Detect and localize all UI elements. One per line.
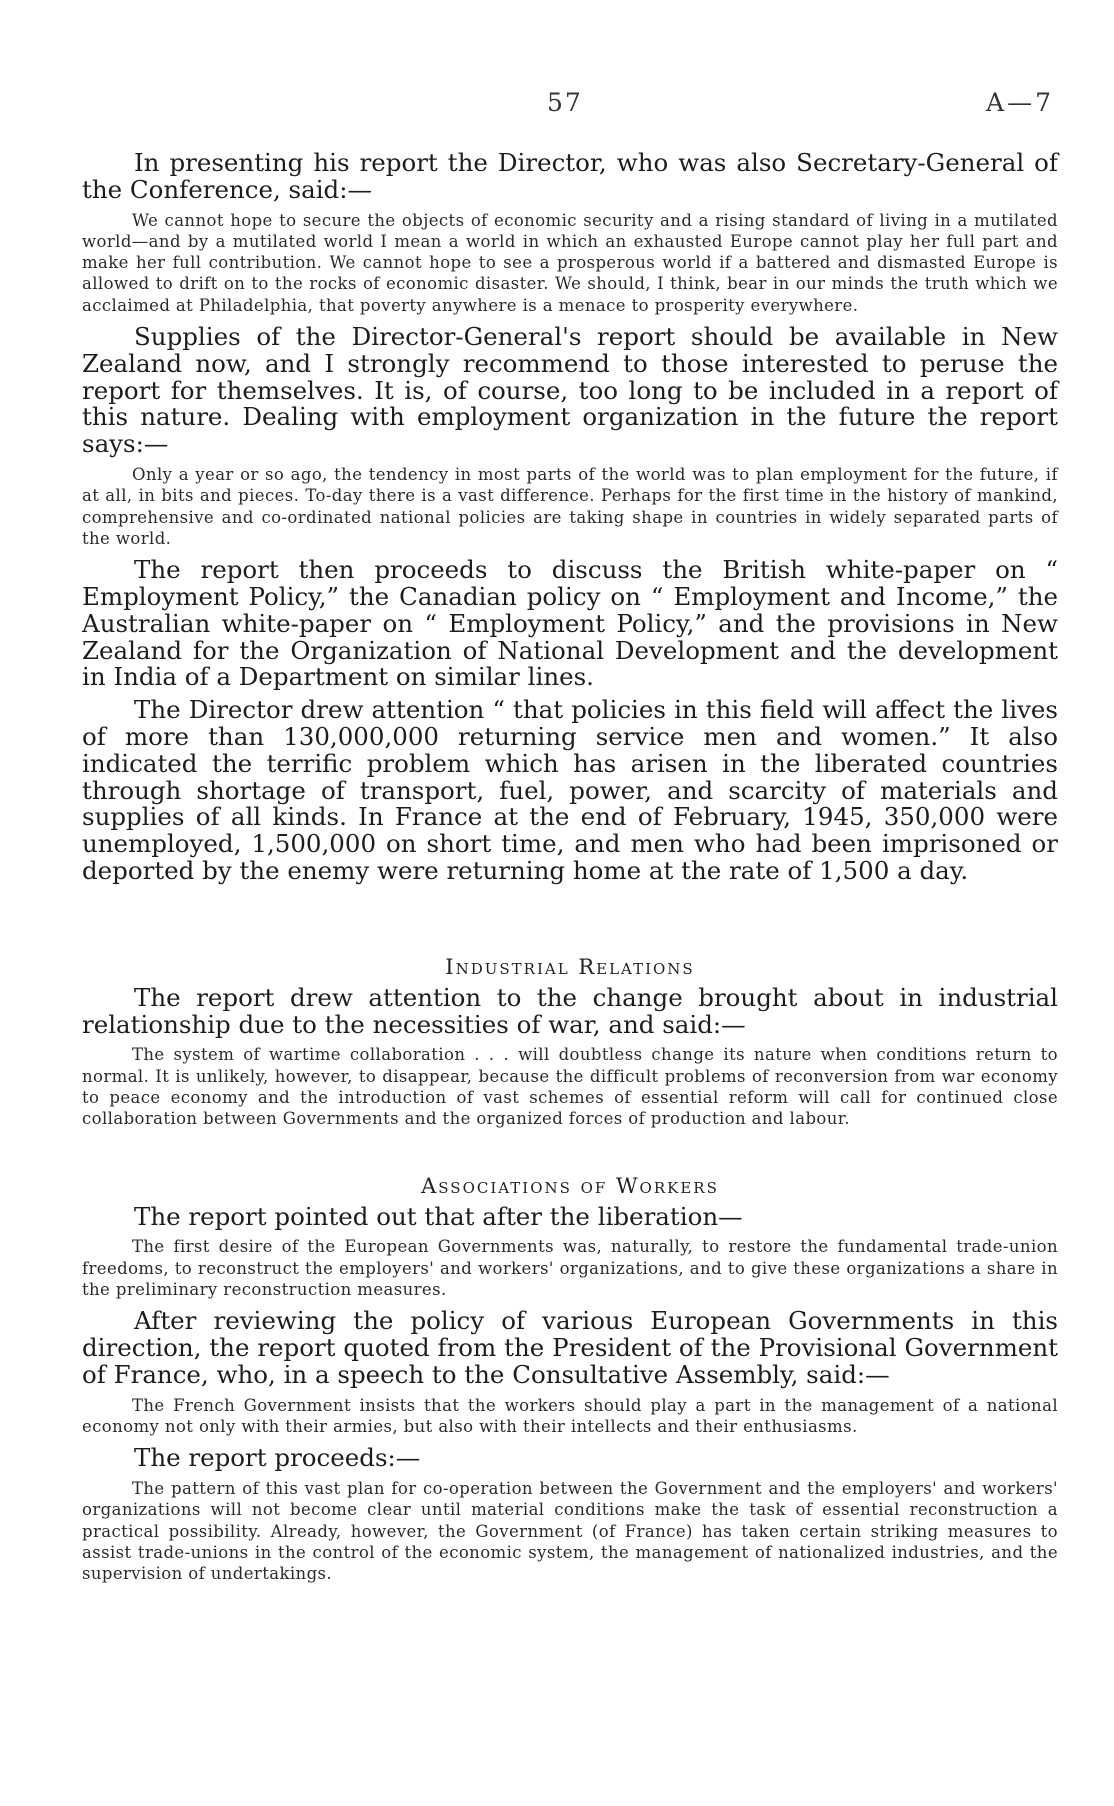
block-quote: We cannot hope to secure the objects of economic security and a rising standard of living in a mutilated world—and by a mutilated world I mean a world in which an exhausted Europe cannot play her full part and make her full contribution. We cannot hope to see a prosperous world if a battered and dismasted Europe is allowed to drift on to the rocks of economic disaster. We should, I think, bear in our minds the truth which we acclaimed at Philadelphia, that poverty anywhere is a menace to prosperity everywhere. [82,210,1058,315]
paragraph: Supplies of the Director-General's report should be available in New Zealand now, and I strongly recommend to those interested to peruse the report for themselves. It is, of course, too long to be included in a report of this nature. Dealing with employment organization in the future the report says:— [82,322,1058,459]
paragraph: The Director drew attention “ that policies in this field will affect the lives of more than 130,000,000 returning service men and women.” It also indicated the terrific problem which has arisen in the liberated countries through shortage of transport, fuel, power, and scarcity of materials and supplies of all kinds. In France at the end of February, 1945, 350,000 were unemployed, 1,500,000 on short time, and men who had been imprisoned or deported by the enemy were returning home at the rate of 1,500 a day. [82,695,1058,886]
paragraph: The report pointed out that after the liberation— [134,1201,743,1231]
page-header [0,88,1114,118]
page-body [82,150,1058,1593]
block-quote: Only a year or so ago, the tendency in most parts of the world was to plan employment for the future, if at all, in bits and pieces. To-day there is a vast difference. Perhaps for the first time in the history of mankind, comprehensive and co-ordinated national policies are taking shape in countries in widely separated parts of the world. [82,465,1058,548]
section-heading-associations-of-workers: Associations of Workers [421,1173,719,1198]
block-quote: The first desire of the European Governments was, naturally, to restore the fundamental trade-union freedoms, to reconstruct the employers' and workers' organizations, and to give these organizations a share in the preliminary reconstruction measures. [82,1237,1058,1299]
paragraph: The report then proceeds to discuss the British white-paper on “ Employment Policy,” the Canadian policy on “ Employment and Income,” the Australian white-paper on “ Employment Policy,” and the provisions in New Zealand for the Organization of National Development and the development in India of a Department on similar lines. [82,555,1058,692]
paragraph: The report drew attention to the change brought about in industrial relationship due to the necessities of war, and said:— [82,982,1058,1039]
block-quote: The French Government insists that the workers should play a part in the management of a national economy not only with their armies, but also with their intellects and their enthusiasms. [82,1395,1058,1436]
paragraph: In presenting his report the Director, who was also Secretary-General of the Conference, said:— [82,148,1058,204]
block-quote: The pattern of this vast plan for co-operation between the Government and the employers' and workers' organizations will not become clear until material conditions make the task of essential reconstruction a practical possibility. Already, however, the Government (of France) has taken certain striking measures to assist trade-unions in the control of the economic system, the management of nationalized industries, and the supervision of undertakings. [82,1479,1058,1584]
paragraph: After reviewing the policy of various European Governments in this direction, the report quoted from the President of the Provisional Government of France, who, in a speech to the Consultative Assembly, said:— [82,1306,1058,1389]
page-number: 57 [547,88,583,117]
document-reference: A—7 [986,88,1054,117]
section-heading-industrial-relations: Industrial Relations [445,954,695,979]
paragraph: The report proceeds:— [134,1443,421,1473]
block-quote: The system of wartime collaboration . . . will doubtless change its nature when conditions return to normal. It is unlikely, however, to disappear, because the difficult problems of reconversion from war economy to peace economy and the introduction of vast schemes of essential reform will call for continued close collaboration between Governments and the organized forces of production and labour. [82,1045,1058,1129]
